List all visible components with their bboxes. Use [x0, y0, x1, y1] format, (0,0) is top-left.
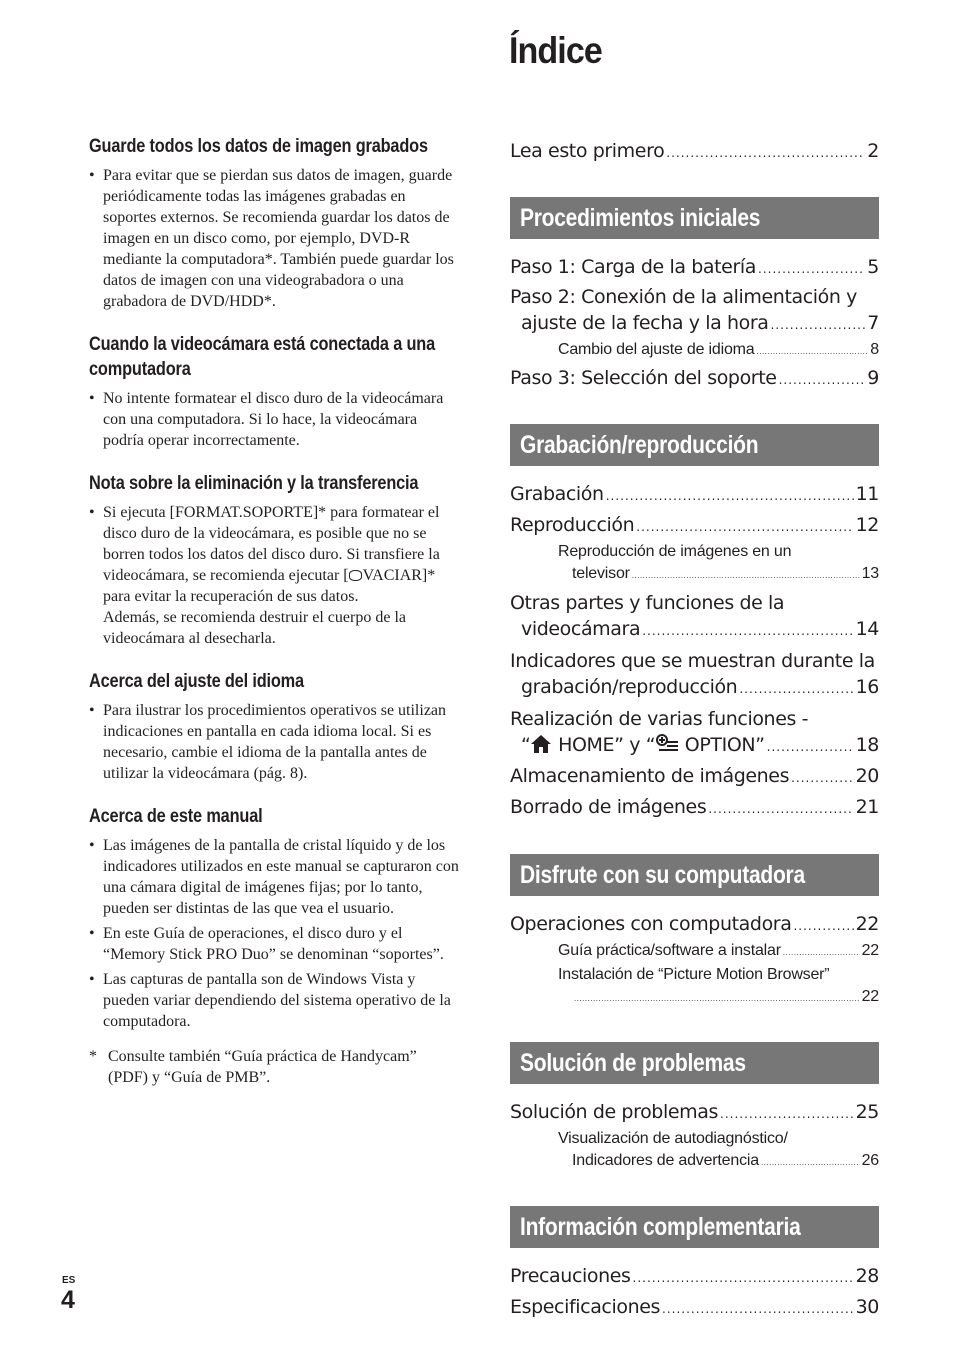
toc-section-header: Grabación/reproducción: [510, 424, 879, 466]
toc-subentry[interactable]: Indicadores de advertencia ..... 26: [510, 1150, 879, 1174]
note-heading: Acerca de este manual: [89, 806, 263, 827]
toc-entry[interactable]: videocámara ..... 14: [510, 616, 879, 645]
toc-entry[interactable]: “ HOME” y “ OPTION” ..... 18: [510, 732, 879, 761]
note-heading: Nota sobre la eliminación y la transferencia: [89, 473, 419, 494]
toc-subentry[interactable]: Cambio del ajuste de idioma ..... 8: [510, 339, 879, 363]
note-section: [89, 332, 459, 451]
toc-entry-line[interactable]: Paso 2: Conexión de la alimentación y: [510, 286, 858, 308]
toc-subentry-line[interactable]: Reproducción de imágenes en un: [558, 543, 792, 560]
toc-subentry[interactable]: Guía práctica/software a instalar ..... 22: [510, 940, 879, 964]
note-section: [89, 669, 459, 784]
toc-section-header: Información complementaria: [510, 1206, 879, 1248]
toc-entry[interactable]: grabación/reproducción ..... 16: [510, 674, 879, 703]
toc-entry-line[interactable]: Otras partes y funciones de la: [510, 592, 785, 614]
table-of-contents: [510, 138, 879, 1323]
note-bullet: • Para ilustrar los procedimientos operativos se utilizan indicaciones en pantalla en cada idioma local. Si es necesario, cambie el idioma de la pantalla antes de utilizar la videocámara (pág. 8).: [89, 702, 447, 782]
toc-entry[interactable]: Operaciones con computadora ..... 22: [510, 911, 879, 940]
page-language-code: ES: [62, 1275, 76, 1286]
toc-entry[interactable]: Paso 3: Selección del soporte ..... 9: [510, 365, 879, 394]
note-heading: Acerca del ajuste del idioma: [89, 671, 304, 692]
toc-entry[interactable]: Paso 1: Carga de la batería ..... 5: [510, 254, 879, 283]
note-heading: Cuando la videocámara está conectada a una computadora: [89, 334, 436, 380]
bullet-symbol: •: [89, 504, 95, 521]
note-bullet: • Si ejecuta [FORMAT.SOPORTE]* para formatear el disco duro de la videocámara, es posible que no se borren todos los datos del disco duro. Si transfiere la videocámara, se recomienda ejecutar [ VACIAR]* para evitar la recuperación de sus datos. Además, se recomienda destruir el cuerpo de la videocámara al desecharla.: [89, 504, 440, 647]
toc-subentry-line[interactable]: Visualización de autodiagnóstico/: [558, 1130, 788, 1147]
note-bullet: • Para evitar que se pierdan sus datos de imagen, guarde periódicamente todas las imágenes grabadas en soportes externos. Se recomienda guardar los datos de imagen en un disco como, por ejemplo, DVD-R mediante la computadora*. También puede guardar los datos de imagen con una videograbadora o una grabadora de DVD/HDD*.: [89, 167, 454, 310]
toc-entry[interactable]: Lea esto primero ..... 2: [510, 138, 879, 167]
bullet-symbol: •: [89, 971, 95, 988]
toc-section-header: Procedimientos iniciales: [510, 197, 879, 239]
note-section: [89, 804, 459, 1088]
toc-subentry[interactable]: televisor ..... 13: [510, 563, 879, 587]
toc-entry[interactable]: Borrado de imágenes ..... 21: [510, 794, 879, 823]
note-heading: Guarde todos los datos de imagen grabados: [89, 136, 428, 157]
toc-entry[interactable]: Precauciones ..... 28: [510, 1263, 879, 1292]
toc-entry[interactable]: Solución de problemas ..... 25: [510, 1099, 879, 1128]
note-bullet: • En este Guía de operaciones, el disco duro y el “Memory Stick PRO Duo” se denominan “soportes”.: [89, 925, 444, 963]
home-icon: [530, 734, 552, 754]
note-bullet: • Las imágenes de la pantalla de cristal líquido y de los indicadores utilizados en este manual se capturaron con una cámara digital de imágenes fijas; por lo tanto, pueden ser distintas de las que vea el usuario.: [89, 837, 459, 917]
bullet-symbol: •: [89, 837, 95, 854]
bullet-symbol: •: [89, 702, 95, 719]
toc-subentry[interactable]: ..... 22: [510, 986, 879, 1010]
option-icon: [655, 734, 679, 754]
toc-entry[interactable]: Grabación ..... 11: [510, 481, 879, 510]
toc-section-header: Disfrute con su computadora: [510, 854, 879, 896]
bullet-symbol: •: [89, 925, 95, 942]
toc-entry[interactable]: Especificaciones ..... 30: [510, 1294, 879, 1323]
note-bullet: • Las capturas de pantalla son de Windows Vista y pueden variar dependiendo del sistema operativo de la computadora.: [89, 971, 451, 1030]
toc-entry[interactable]: ajuste de la fecha y la hora ..... 7: [510, 310, 879, 339]
toc-entry-line[interactable]: Indicadores que se muestran durante la: [510, 650, 875, 672]
bullet-symbol: •: [89, 390, 95, 407]
hard-disk-icon: [349, 570, 362, 581]
footnote: * Consulte también “Guía práctica de Handycam” (PDF) y “Guía de PMB”.: [89, 1048, 417, 1086]
footnote-mark: *: [89, 1048, 97, 1065]
toc-entry[interactable]: Reproducción ..... 12: [510, 512, 879, 541]
page-number: 4: [61, 1286, 75, 1314]
toc-entry[interactable]: Almacenamiento de imágenes ..... 20: [510, 763, 879, 792]
note-bullet: • No intente formatear el disco duro de la videocámara con una computadora. Si lo hace, la videocámara podría operar incorrectamente.: [89, 390, 444, 449]
toc-section-header: Solución de problemas: [510, 1042, 879, 1084]
page-title: Índice: [509, 30, 602, 71]
toc-subentry-line[interactable]: Instalación de “Picture Motion Browser”: [558, 966, 830, 983]
note-section: [89, 471, 459, 649]
notes-column: [89, 134, 459, 1108]
toc-entry-line[interactable]: Realización de varias funciones -: [510, 708, 809, 730]
note-section: [89, 134, 459, 312]
bullet-symbol: •: [89, 167, 95, 184]
